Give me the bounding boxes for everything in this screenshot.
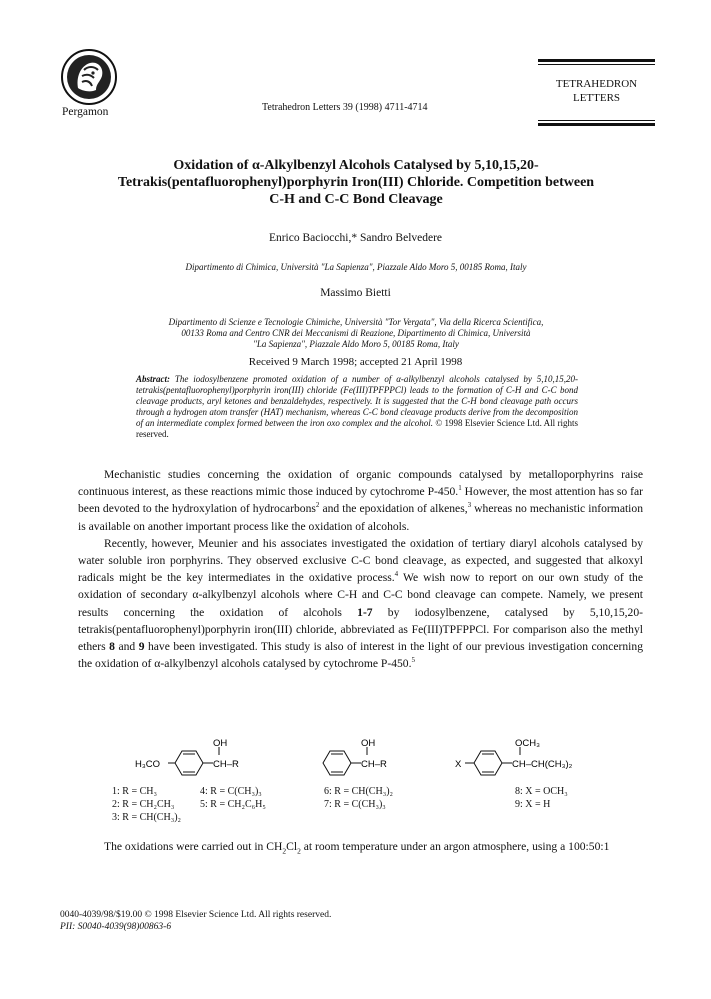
struct3-left-group: X: [455, 759, 462, 770]
struct1-right-group: CH–R: [213, 759, 239, 770]
body-paragraphs: [78, 466, 643, 672]
pergamon-logo-icon: [60, 48, 118, 106]
title-line3: C-H and C-C Bond Cleavage: [269, 192, 443, 207]
bottom-rule: [538, 120, 655, 126]
footer: [60, 909, 331, 933]
footer-pii: PII: S0040-4039(98)00863-6: [60, 922, 172, 932]
journal-name-line1: TETRAHEDRON: [555, 78, 638, 90]
compound-4: 4: R = C(CH₃)₃: [200, 786, 262, 797]
p2-text-a: Recently, however, Meunier and his associates investigated the oxidation of tertiary diaryl alcohols catalysed by water soluble iron porphyrins. They observed exclusive C-C bond cleavage, as expected, and suggested that alkoxyl radicals might be the key intermediates in the oxidative process.: [78, 536, 643, 585]
ref-5: 5: [411, 656, 416, 665]
p2-text-d: by iodosylbenzene, catalysed by 5,10,15,20-tetrakis(pentafluorophenyl)porphyrin iron(III) chloride, abbreviated as Fe(III)TPFPPCl. For comparison also the methyl ethers: [78, 605, 643, 654]
struct3-och3: OCH₃: [515, 738, 540, 749]
affiliation-1: Dipartimento di Chimica, Università "La Sapienza", Piazzale Aldo Moro 5, 00185 Roma, Italy: [185, 262, 527, 272]
abstract-copyright: © 1998 Elsevier Science Ltd. All rights reserved.: [136, 418, 579, 439]
structure-1: [168, 747, 219, 775]
journal-name-line2: LETTERS: [572, 92, 621, 104]
paragraph-3-text: [78, 838, 643, 855]
compound-8: 8: [109, 640, 115, 654]
received-dates: Received 9 March 1998; accepted 21 April 1998: [248, 356, 463, 368]
p2-text-b: We wish now to report on our own study of the oxidation of secondary α-alkylbenzyl alcohols where C-H and C-C bond cleavage can compete. Namely, we present results concerning the oxidation of alcohols: [78, 571, 643, 619]
publisher-name: Pergamon: [62, 106, 109, 118]
p3-sub-2: 2: [297, 846, 301, 856]
p1-text-a: Mechanistic studies concerning the oxidation of organic compounds catalysed by metalloporphyrins raise continuous interest, as these reactions mimic those induced by cytochrome P-450.: [78, 468, 643, 499]
ref-1: 1: [458, 484, 462, 493]
author-group-2: Massimo Bietti: [320, 287, 391, 299]
compound-1: 1: R = CH₃: [112, 786, 157, 797]
footer-copyright: 0040-4039/98/$19.00 © 1998 Elsevier Science Ltd. All rights reserved.: [60, 910, 332, 920]
paragraph-1: [78, 466, 643, 535]
title-line2: Tetrakis(pentafluorophenyl)porphyrin Iron(III) Chloride. Competition between: [117, 175, 595, 190]
compound-range: 1-7: [357, 605, 373, 619]
p3-sub-1: 2: [282, 846, 287, 856]
struct2-right-group: CH–R: [361, 759, 387, 770]
struct3-right-group: CH–CH(CH₃)₂: [512, 759, 573, 770]
struct2-oh: OH: [361, 738, 376, 749]
journal-name: [538, 77, 655, 105]
compound-7: 7: R = C(CH₃)₃: [324, 799, 386, 810]
struct1-oh: OH: [213, 738, 228, 749]
paragraph-3: [78, 838, 643, 855]
p1-text-c: and the epoxidation of alkenes,: [319, 502, 468, 516]
compound-6: 6: R = CH(CH₃)₂: [324, 786, 394, 797]
affiliation-2-line2: 00133 Roma and Centro CNR dei Meccanismi di Reazione, Dipartimento di Chimica, Università: [181, 328, 531, 338]
abstract-label: Abstract:: [136, 374, 171, 384]
author-group-1: Enrico Baciocchi,* Sandro Belvedere: [268, 232, 443, 244]
abstract-text: The iodosylbenzene promoted oxidation of a number of α-alkylbenzyl alcohols catalysed by 5,10,15,20-tetrakis(pentafluorophenyl)porphyrin iron(III) chloride (Fe(III)TPFPPCl) leads to the formation of C-H and C-C bond cleavage products, aryl ketones and benzaldehydes, respectively. It is suggested that the C-H bond cleavage path occurs through a hydrogen atom transfer (HAT) mechanism, whereas C-C bond cleavage products derive from the decomposition of an intermediate complex formed between the iron oxo complex and the alcohol.: [136, 374, 578, 428]
affiliation-2-line3: "La Sapienza", Piazzale Aldo Moro 5, 00185 Roma, Italy: [253, 339, 459, 349]
chemical-structures: [0, 735, 711, 825]
p3-text-a: The oxidations were carried out in CH: [104, 840, 283, 853]
p3-text-c: Cl: [286, 840, 298, 853]
title-line1: Oxidation of α-Alkylbenzyl Alcohols Catalysed by 5,10,15,20-: [173, 158, 539, 173]
journal-citation: Tetrahedron Letters 39 (1998) 4711-4714: [262, 102, 428, 113]
ref-3: 3: [467, 501, 472, 510]
p1-text-b: However, the most attention has so far been devoted to the hydroxylation of hydrocarbons: [78, 485, 643, 516]
affiliation-2-line1: Dipartimento di Scienze e Tecnologie Chimiche, Università "Tor Vergata", Via della Ricerca Scientifica,: [168, 317, 544, 327]
p1-text-d: whereas no mechanistic information is available on another important process like the oxidation of alcohols.: [78, 502, 643, 533]
struct1-left-group: H₃CO: [135, 759, 160, 770]
compound-9-label: 9: X = H: [515, 799, 551, 810]
ref-4: 4: [394, 570, 399, 579]
compound-5: 5: R = CH₂C₆H₅: [200, 799, 266, 810]
ref-2: 2: [315, 501, 320, 510]
top-rule: [538, 59, 655, 65]
p3-text-e: at room temperature under an argon atmosphere, using a 100:50:1: [300, 840, 610, 853]
p2-text-h: have been investigated. This study is also of interest in the light of our previous investigation concerning the oxidation of α-alkylbenzyl alcohols catalysed by cytochrome P-450.: [78, 640, 643, 671]
compound-2: 2: R = CH₂CH₃: [112, 799, 175, 810]
paragraph-2: [78, 535, 643, 673]
compound-8-label: 8: X = OCH₃: [515, 786, 568, 797]
compound-3: 3: R = CH(CH₃)₂: [112, 812, 182, 823]
compound-9: 9: [138, 640, 145, 654]
article-title: [70, 157, 642, 208]
abstract: [136, 374, 578, 440]
p2-text-f: and: [114, 640, 139, 654]
affiliation-2: [120, 317, 592, 350]
